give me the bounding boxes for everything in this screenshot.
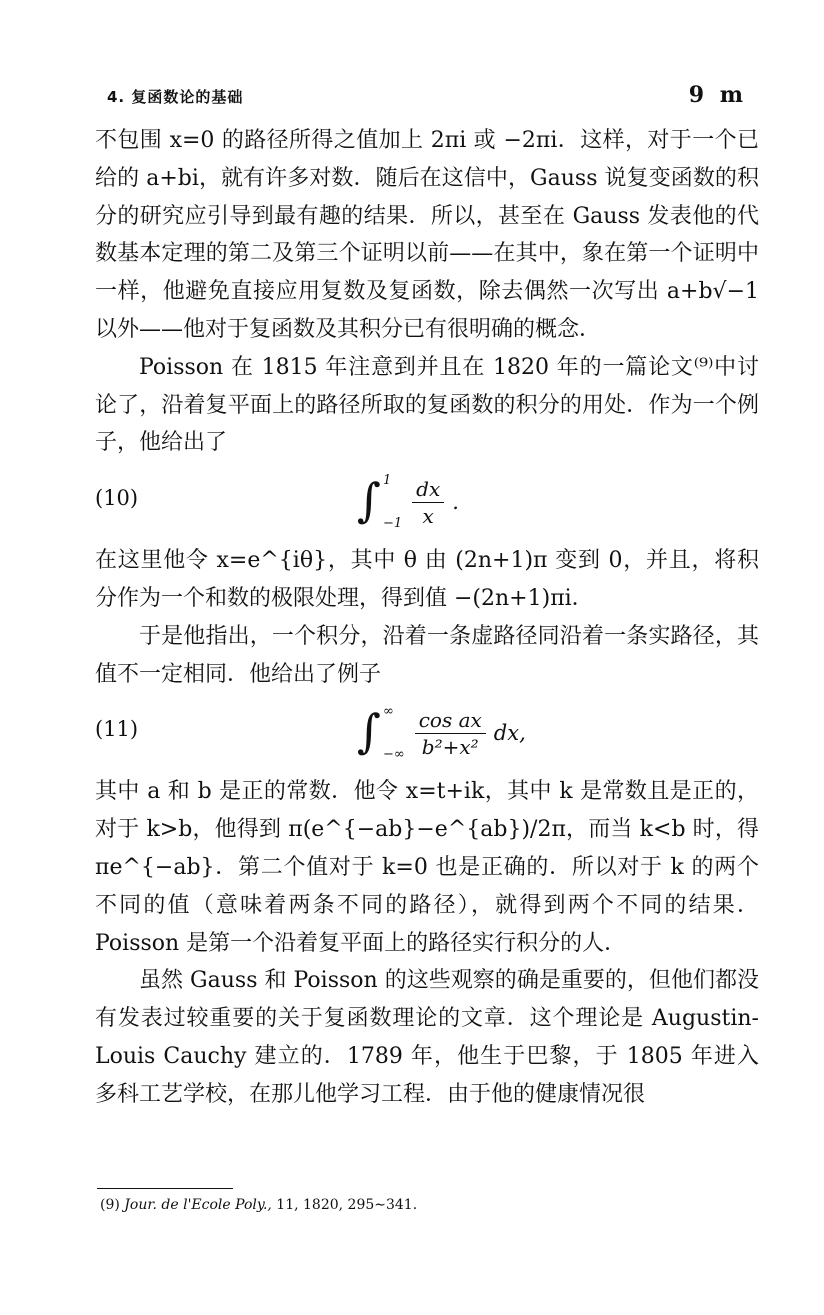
paragraph-2: Poisson 在 1815 年注意到并且在 1820 年的一篇论文⁽⁹⁾中讨论了，沿着复平面上的路径所取的复函数的积分的用处．作为一个例子，他给出了: [95, 354, 759, 456]
denominator: b²+x²: [421, 734, 479, 759]
equation-10: [95, 464, 759, 540]
equation-body: [357, 695, 526, 771]
footnote-marker: (9): [100, 1197, 120, 1213]
fraction: [415, 707, 486, 760]
footnote-details: 11, 1820, 295∼341.: [276, 1197, 418, 1213]
paragraph-6: 虽然 Gauss 和 Poisson 的这些观察的确是重要的，但他们都没有发表过较重要的关于复函数理论的文章．这个理论是 Augustin-Louis Cauchy 建立的．1789 年，他生于巴黎，于 1805 年进入多科工艺学校，在那儿他学习工程．由于他的健康情况很: [95, 968, 759, 1107]
equation-11: [95, 695, 759, 771]
equation-trailer: dx,: [493, 721, 526, 746]
paragraph-3: 在这里他令 x=e^{iθ}，其中 θ 由 (2n+1)π 变到 0，并且，将积分作为一个和数的极限处理，得到值 −(2n+1)πi．: [95, 548, 759, 611]
integral-limits: [383, 704, 405, 762]
integral-limits: [383, 473, 402, 531]
paragraph-1: 不包围 x=0 的路径所得之值加上 2πi 或 −2πi．这样，对于一个已给的 a+bi，就有许多对数．随后在这信中，Gauss 说复变函数的积分的研究应引导到最有趣的结果．所以，甚至在 Gauss 发表他的代数基本定理的第二及第三个证明以前——在其中，象在第一个证明中一样，他避免直接应用复数及复函数，除去偶然一次写出 a+b√−1 以外——他对于复函数及其积分已有很明确的概念．: [95, 128, 759, 342]
denominator: x: [422, 503, 434, 528]
footnote-rule: [97, 1188, 233, 1189]
paragraph-4: 于是他指出，一个积分，沿着一条虚路径同沿着一条实路径，其值不一定相同．他给出了例子: [95, 623, 759, 687]
numerator: dx: [412, 476, 444, 503]
integral-sign-icon: ∫: [357, 473, 381, 528]
page-header: [107, 82, 747, 112]
upper-limit: 1: [382, 473, 392, 489]
footnote-journal: Jour. de l'Ecole Poly.,: [124, 1197, 272, 1213]
fraction: [412, 476, 444, 529]
page-number: 9 m: [688, 82, 747, 108]
equation-number: (10): [95, 486, 139, 511]
footnote: [100, 1197, 417, 1213]
equation-number: (11): [95, 717, 139, 742]
equation-trailer: .: [452, 490, 459, 515]
lower-limit: −∞: [382, 747, 405, 763]
upper-limit: ∞: [382, 704, 394, 720]
page-body: [95, 122, 759, 1114]
lower-limit: −1: [382, 516, 403, 532]
running-title: 4. 复函数论的基础: [107, 88, 244, 106]
integral-sign-icon: ∫: [357, 704, 381, 759]
equation-body: [357, 464, 459, 540]
paragraph-5: 其中 a 和 b 是正的常数．他令 x=t+ik，其中 k 是常数且是正的，对于 k>b，他得到 π(e^{−ab}−e^{ab})/2π，而当 k<b 时，得 πe^{−ab}．第二个值对于 k=0 也是正确的．所以对于 k 的两个不同的值（意味着两条不同的路径），就得到两个不同的结果．Poisson 是第一个沿着复平面上的路径实行积分的人．: [95, 779, 759, 956]
numerator: cos ax: [415, 707, 486, 734]
